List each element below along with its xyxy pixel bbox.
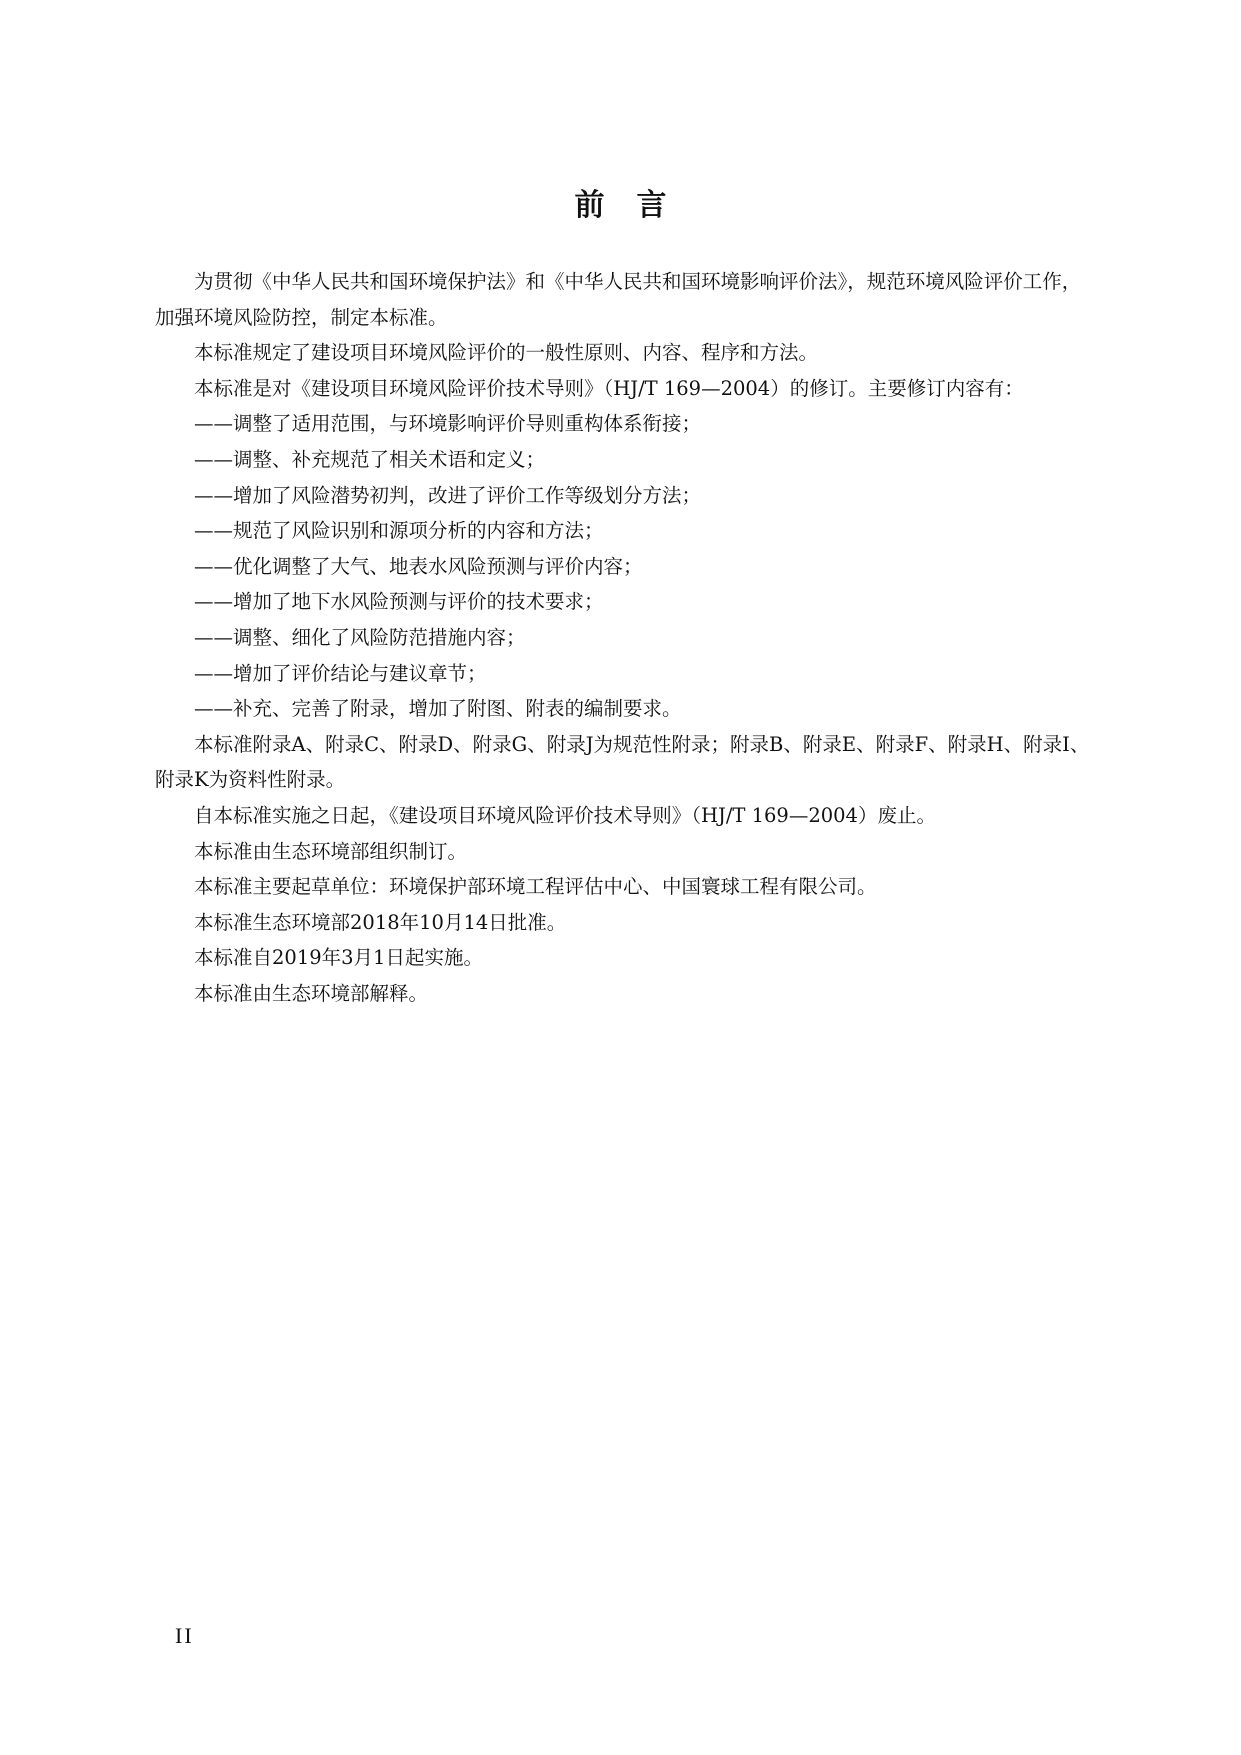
paragraph: 为贯彻《中华人民共和国环境保护法》和《中华人民共和国环境影响评价法》，规范环境风险评价工作，加强环境风险防控，制定本标准。 bbox=[155, 270, 1082, 329]
preface-body bbox=[155, 264, 1092, 1011]
paragraph: 本标准是对《建设项目环境风险评价技术导则》（HJ/T 169—2004）的修订。主要修订内容有： bbox=[194, 376, 1024, 400]
list-item: ——增加了评价结论与建议章节； bbox=[194, 661, 487, 685]
paragraph: 本标准自2019年3月1日起实施。 bbox=[194, 946, 483, 970]
list-item: ——增加了地下水风险预测与评价的技术要求； bbox=[194, 590, 604, 614]
list-item: ——优化调整了大气、地表水风险预测与评价内容； bbox=[194, 554, 643, 578]
list-item: ——调整、补充规范了相关术语和定义； bbox=[194, 447, 546, 471]
list-item: ——补充、完善了附录，增加了附图、附表的编制要求。 bbox=[194, 697, 682, 721]
page-number: II bbox=[175, 1623, 194, 1648]
paragraph: 自本标准实施之日起，《建设项目环境风险评价技术导则》（HJ/T 169—2004）废止。 bbox=[194, 803, 936, 827]
paragraph: 本标准主要起草单位：环境保护部环境工程评估中心、中国寰球工程有限公司。 bbox=[194, 875, 877, 899]
paragraph: 本标准由生态环境部组织制订。 bbox=[194, 839, 468, 863]
list-item: ——增加了风险潜势初判，改进了评价工作等级划分方法； bbox=[194, 483, 702, 507]
paragraph: 本标准由生态环境部解释。 bbox=[194, 981, 429, 1005]
page-title: 前言 bbox=[574, 188, 699, 223]
list-item: ——调整、细化了风险防范措施内容； bbox=[194, 625, 526, 649]
list-item: ——调整了适用范围，与环境影响评价导则重构体系衔接； bbox=[194, 412, 702, 436]
paragraph: 本标准规定了建设项目环境风险评价的一般性原则、内容、程序和方法。 bbox=[194, 341, 819, 365]
paragraph: 本标准附录A、附录C、附录D、附录G、附录J为规范性附录；附录B、附录E、附录F、附录H、附录I、附录K为资料性附录。 bbox=[155, 732, 1090, 792]
list-item: ——规范了风险识别和源项分析的内容和方法； bbox=[194, 519, 604, 543]
paragraph: 本标准生态环境部2018年10月14日批准。 bbox=[194, 910, 567, 934]
